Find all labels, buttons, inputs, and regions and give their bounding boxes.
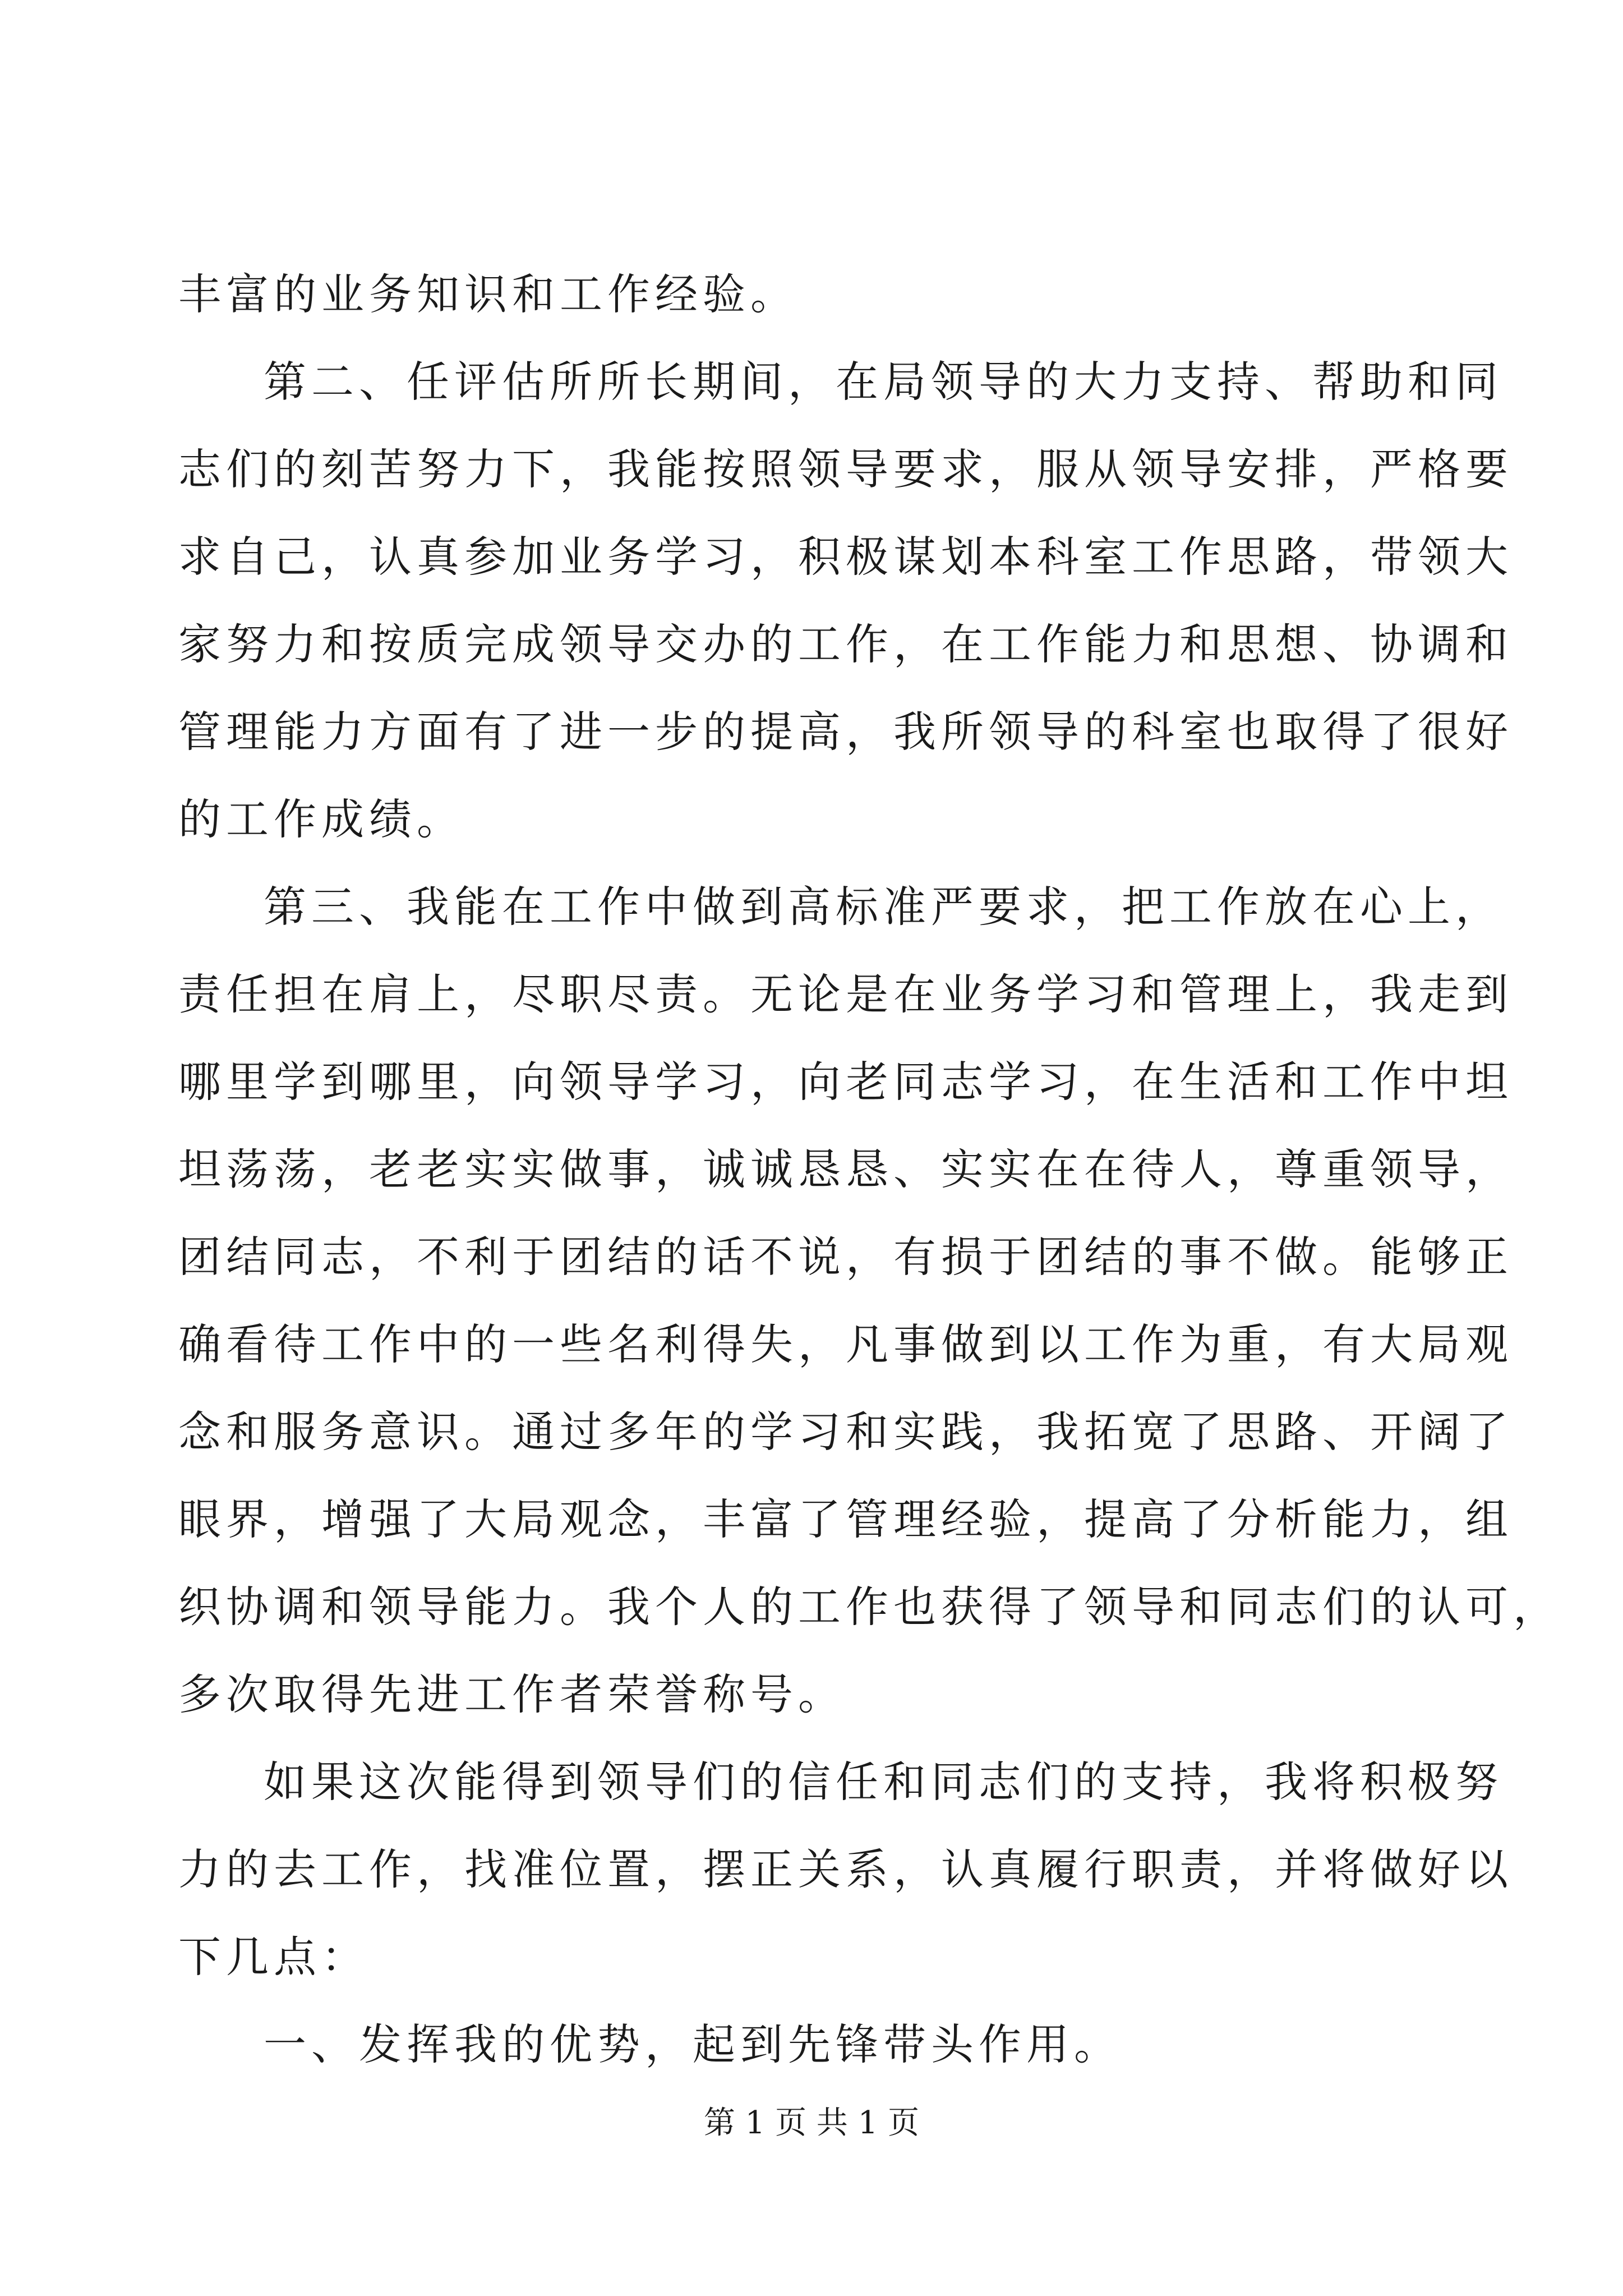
text-line: 眼界，增强了大局观念，丰富了管理经验，提高了分析能力，组 <box>178 1494 1513 1544</box>
page-number-footer: 第 1 页 共 1 页 <box>703 2105 920 2141</box>
text-line: 团结同志，不利于团结的话不说，有损于团结的事不做。能够正 <box>178 1232 1513 1282</box>
text-line: 的工作成绩。 <box>178 794 464 844</box>
text-line: 力的去工作，找准位置，摆正关系，认真履行职责，并将做好以 <box>178 1844 1513 1894</box>
text-line: 念和服务意识。通过多年的学习和实践，我拓宽了思路、开阔了 <box>178 1407 1513 1457</box>
text-line: 多次取得先进工作者荣誉称号。 <box>178 1669 846 1719</box>
text-line: 如果这次能得到领导们的信任和同志们的支持，我将积极努 <box>264 1757 1503 1807</box>
text-line: 第三、我能在工作中做到高标准严要求，把工作放在心上， <box>264 882 1503 932</box>
text-line: 确看待工作中的一些名利得失，凡事做到以工作为重，有大局观 <box>178 1319 1513 1369</box>
text-line: 哪里学到哪里，向领导学习，向老同志学习，在生活和工作中坦 <box>178 1057 1513 1107</box>
text-line: 管理能力方面有了进一步的提高，我所领导的科室也取得了很好 <box>178 707 1513 757</box>
text-line: 丰富的业务知识和工作经验。 <box>178 269 798 319</box>
text-line: 志们的刻苦努力下，我能按照领导要求，服从领导安排，严格要 <box>178 444 1513 494</box>
text-line: 责任担在肩上，尽职尽责。无论是在业务学习和管理上，我走到 <box>178 969 1513 1019</box>
text-line: 家努力和按质完成领导交办的工作，在工作能力和思想、协调和 <box>178 619 1513 669</box>
text-line: 下几点： <box>178 1932 369 1982</box>
text-line: 一、发挥我的优势，起到先锋带头作用。 <box>264 2019 1122 2069</box>
text-line: 求自己，认真参加业务学习，积极谋划本科室工作思路，带领大 <box>178 532 1513 582</box>
text-line: 坦荡荡，老老实实做事，诚诚恳恳、实实在在待人，尊重领导， <box>178 1144 1513 1194</box>
text-line: 织协调和领导能力。我个人的工作也获得了领导和同志们的认可， <box>178 1582 1561 1632</box>
text-line: 第二、任评估所所长期间，在局领导的大力支持、帮助和同 <box>264 357 1503 407</box>
